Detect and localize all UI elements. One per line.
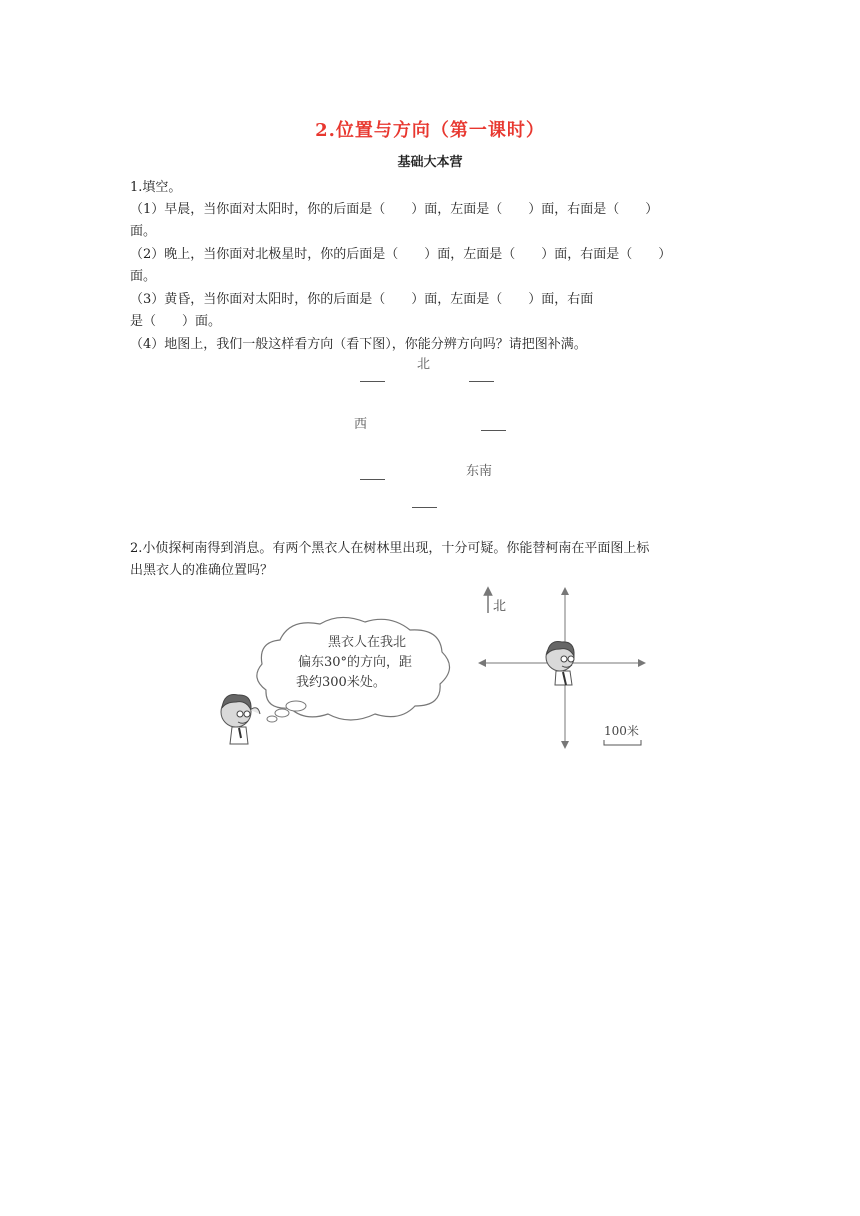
q1-heading: 1.填空。 — [130, 180, 182, 195]
position-diagram — [470, 585, 680, 755]
scale-label: 100米 — [604, 724, 639, 738]
blank-south[interactable] — [412, 507, 437, 508]
q1-item4: （4）地图上，我们一般这样看方向（看下图），你能分辨方向吗？请把图补满。 — [130, 337, 587, 352]
q2-line2: 出黑衣人的准确位置吗？ — [130, 563, 274, 578]
thought-dot-medium — [275, 709, 289, 717]
bubble-line-1: 黑衣人在我北 — [328, 635, 407, 650]
q1-item2-line1: （2）晚上，当你面对北极星时，你的后面是（ ）面，左面是（ ）面，右面是（ ） — [130, 247, 672, 262]
q1-item3-line2: 是（ ）面。 — [130, 314, 222, 329]
bubble-line-2: 偏东30°的方向，距 — [298, 655, 413, 670]
page-title: 2.位置与方向（第一课时） — [315, 120, 545, 141]
conan-figure-center — [546, 642, 574, 686]
thought-dot-small — [267, 716, 277, 722]
q1-item3-line1: （3）黄昏，当你面对太阳时，你的后面是（ ）面，左面是（ ）面，右面 — [130, 292, 594, 307]
q1-item1-line2: 面。 — [130, 224, 157, 239]
conan-figure-left — [221, 695, 260, 744]
blank-northwest[interactable] — [360, 381, 385, 382]
conan-bubble-illustration — [210, 610, 460, 750]
q1-item1-line1: （1）早晨，当你面对太阳时，你的后面是（ ）面，左面是（ ）面，右面是（ ） — [130, 202, 659, 217]
section-title: 基础大本营 — [397, 155, 463, 170]
q1-item2-line2: 面。 — [130, 269, 157, 284]
thought-dot-large — [286, 701, 306, 711]
compass-north-label: 北 — [417, 357, 431, 372]
bubble-line-3: 我约300米处。 — [296, 675, 386, 690]
north-arrow-label: 北 — [493, 599, 507, 614]
q2-line1: 2.小侦探柯南得到消息。有两个黑衣人在树林里出现，十分可疑。你能替柯南在平面图上标 — [130, 541, 650, 556]
blank-northeast[interactable] — [469, 381, 494, 382]
blank-east[interactable] — [481, 430, 506, 431]
compass-west-label: 西 — [354, 417, 368, 432]
compass-southeast-label: 东南 — [466, 464, 493, 479]
blank-southwest[interactable] — [360, 479, 385, 480]
scale-bar — [604, 740, 641, 745]
